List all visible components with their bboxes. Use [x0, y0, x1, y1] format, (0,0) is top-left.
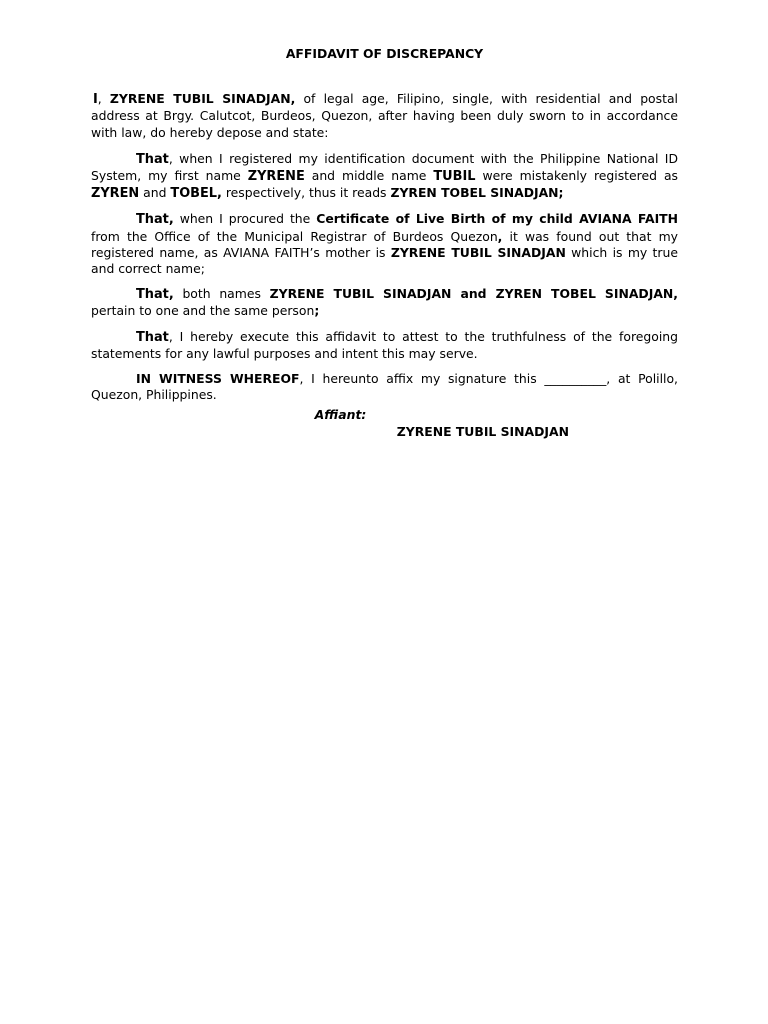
- document-title: AFFIDAVIT OF DISCREPANCY: [285, 46, 484, 61]
- paragraph-birth-certificate: That, when I procured the Certificate of Live Birth of my child AVIANA FAITH from the Office of the Municipal Registrar of Burdeos Quezon, it was found out that my registered name, as AVIANA FAITH’s mother is ZYRENE TUBIL SINADJAN which is my true and correct name;: [91, 211, 678, 277]
- paragraph-national-id: That, when I registered my identification document with the Philippine National ID System, my first name ZYRENE and middle name TUBIL were mistakenly registered as ZYREN and TOBEL, respectively, thus it reads ZYREN TOBEL SINADJAN;: [91, 150, 678, 202]
- affiant-label: Affiant:: [314, 407, 367, 423]
- intro-paragraph: I, ZYRENE TUBIL SINADJAN, of legal age, Filipino, single, with residential and postal address at Brgy. Calutcot, Burdeos, Quezon, after having been duly sworn to in accordance with law, do hereby depose and state:: [91, 91, 678, 140]
- paragraph-purpose: That, I hereby execute this affidavit to attest to the truthfulness of the foregoing statements for any lawful purposes and intent this may serve.: [91, 328, 678, 361]
- affiant-name: ZYRENE TUBIL SINADJAN: [396, 423, 569, 439]
- paragraph-same-person: That, both names ZYRENE TUBIL SINADJAN and ZYREN TOBEL SINADJAN, pertain to one and the same person;: [91, 286, 678, 319]
- paragraph-witness: IN WITNESS WHEREOF, I hereunto affix my signature this __________, at Polillo, Quezon, Philippines.: [91, 371, 678, 403]
